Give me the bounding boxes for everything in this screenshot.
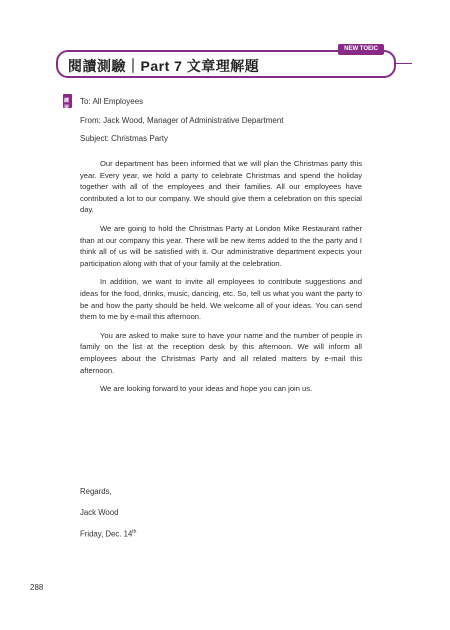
paragraph: You are asked to make sure to have your name and the number of people in family on the list at the reception desk by this afternoon. We will inform all employees about the Christmas Party and all related matters by e-mail this afternoon.	[80, 330, 362, 375]
side-tab	[63, 94, 72, 111]
section-title: 閱讀測驗｜Part 7 文章理解題	[68, 58, 260, 74]
letter-closing	[80, 486, 136, 549]
closing-date-line	[80, 527, 136, 540]
memo-header	[80, 96, 284, 152]
page-number: 288	[30, 583, 44, 592]
closing-name: Jack Wood	[80, 507, 119, 517]
header-rule	[396, 63, 412, 64]
paragraph: We are looking forward to your ideas and hope you can join us.	[100, 384, 313, 394]
section-banner	[56, 46, 396, 78]
closing-regards: Regards,	[80, 487, 112, 496]
letter-body	[80, 158, 362, 402]
paragraph: We are going to hold the Christmas Party at London Mike Restaurant rather than at our company this year. There will be new items added to the the party and I think all of us will be satisfied with it. Our administrative department expects your participation along with that of your family at the celebration.	[80, 223, 362, 268]
memo-subject: Subject: Christmas Party	[80, 134, 169, 143]
closing-date-suffix: th	[132, 529, 137, 535]
memo-to: To: All Employees	[80, 97, 144, 106]
paragraph: Our department has been informed that we will plan the Christmas party this year. Every year, we hold a party to celebrate Christmas and spend the holiday together with all of the employees and their families. All our employees have contributed a lot to our company. We should give them a celebration on this special day.	[80, 159, 362, 215]
side-tab-label: 練習	[64, 98, 70, 111]
memo-from: From: Jack Wood, Manager of Administrative Department	[80, 115, 284, 125]
closing-date: Friday, Dec. 14	[80, 529, 133, 539]
paragraph: In addition, we want to invite all employees to contribute suggestions and ideas for the food, drinks, music, dancing, etc. So, tell us what you want the party to be and how the party should be held. We welcome all of your ideas. You can send them to me by e-mail this afternoon.	[80, 277, 362, 322]
exam-tag: NEW TOEIC	[338, 44, 384, 55]
